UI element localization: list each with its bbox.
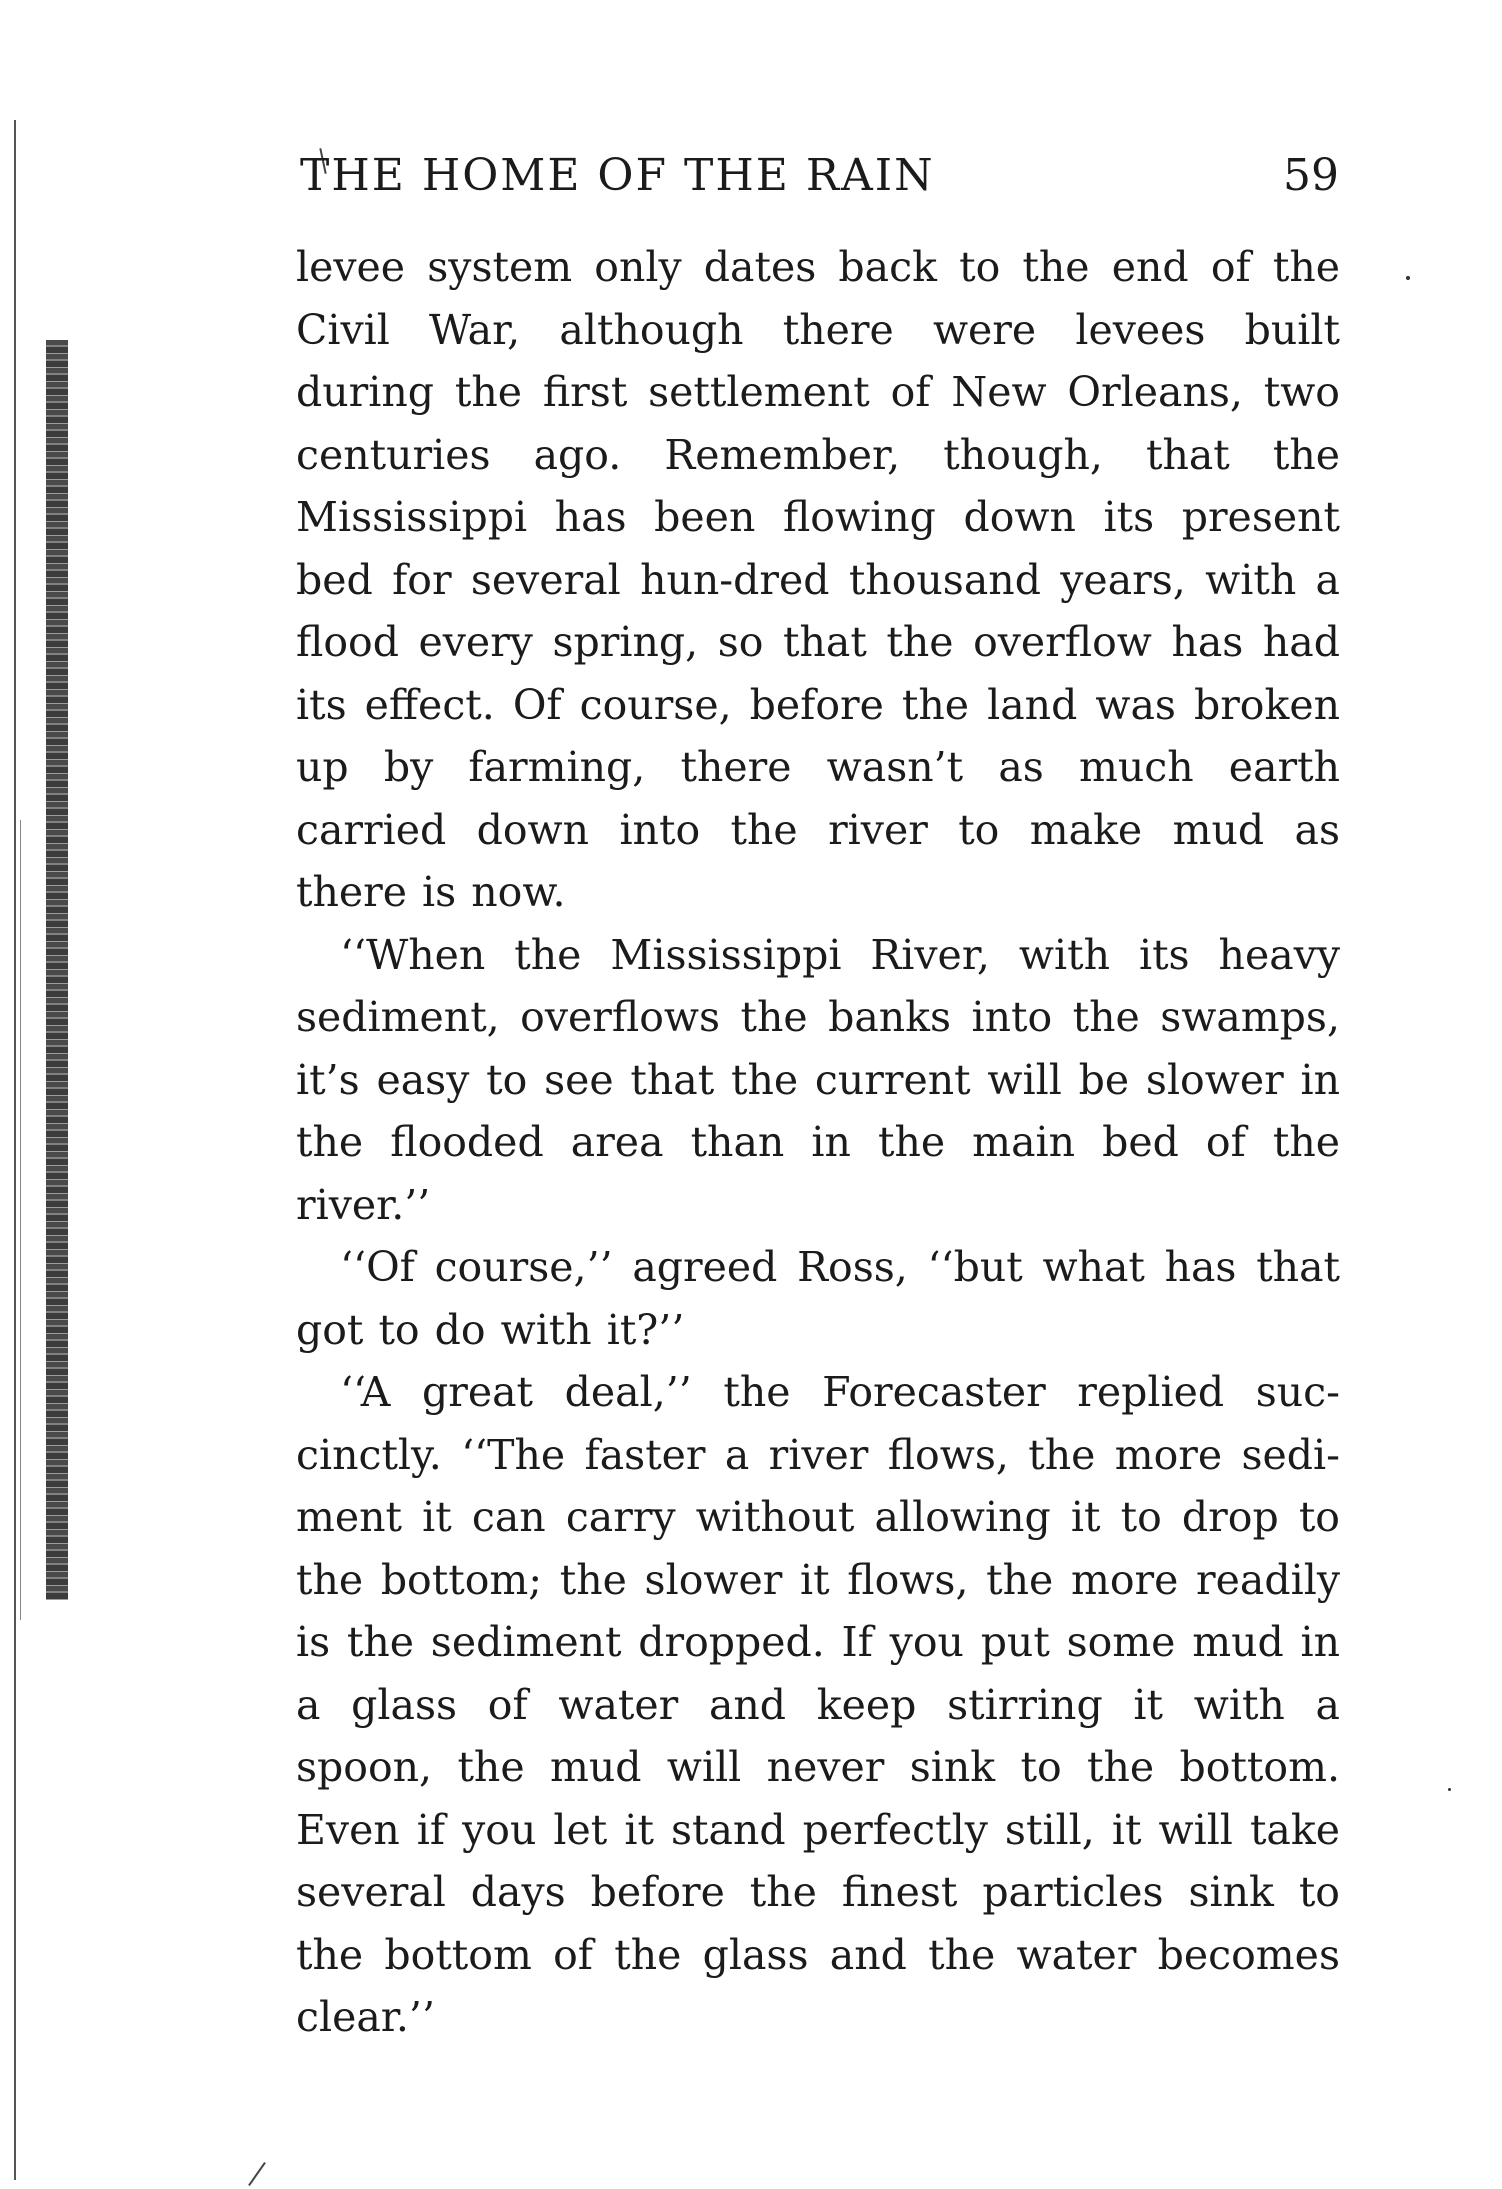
scan-mark-bottom <box>248 2162 266 2186</box>
paragraph: ‘‘Of course,’’ agreed Ross, ‘‘but what has that got to do with it?’’ <box>296 1243 1340 1354</box>
scan-speck-right <box>1406 276 1410 280</box>
running-head <box>300 150 1345 210</box>
running-title: THE HOME OF THE RAIN <box>300 150 935 201</box>
binding-edge-line <box>14 120 16 2180</box>
scan-speck-lower-right <box>1448 1788 1451 1791</box>
page-number: 59 <box>1283 150 1339 201</box>
paragraph: ‘‘When the Mississippi River, with its heavy sediment, overflows the banks into the swamps, it’s easy to see that the current will be slower in the flooded area than in the main bed of the river.’’ <box>296 930 1340 1229</box>
paragraph-continuation: levee system only dates back to the end of the Civil War, although there were levees built during the first settlement of New Orleans, two centuries ago. Remember, though, that the Mississippi has been flowing down its present bed for several hun-dred thousand years, with a flood every spring, so that the overflow has had its effect. Of course, before the land was broken up by farming, there wasn’t as much earth carried down into the river to make mud as there is now. <box>296 243 1340 916</box>
binding-edge-line-secondary <box>20 820 21 1620</box>
body-text <box>296 236 1340 2049</box>
binding-shadow <box>46 340 68 1600</box>
paragraph: ‘‘A great deal,’’ the Forecaster replied suc-cinctly. ‘‘The faster a river flows, the more sedi-ment it can carry without allowing it to drop to the bottom; the slower it flows, the more readily is the sediment dropped. If you put some mud in a glass of water and keep stirring it with a spoon, the mud will never sink to the bottom. Even if you let it stand perfectly still, it will take several days before the finest particles sink to the bottom of the glass and the water becomes clear.’’ <box>296 1368 1340 2041</box>
